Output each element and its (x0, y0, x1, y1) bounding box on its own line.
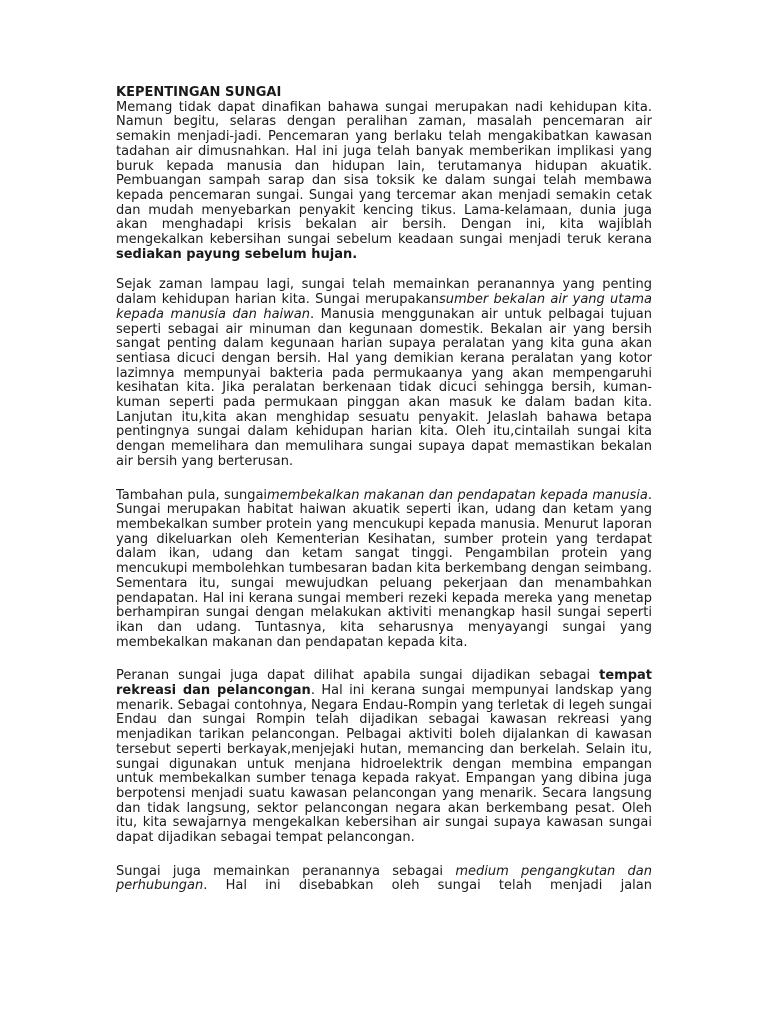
paragraph-text: . Hal ini kerana sungai mempunyai landskap yang menarik. Sebagai contohnya, Negara Endau-Rompin yang terletak di legeh sungai Endau dan sungai Rompin telah dijadikan sebagai kawasan rekreasi yang menjadikan tarikan pelancongan. Pelbagai aktiviti boleh dijalankan di kawasan tersebut seperti berkayak,menjejaki hutan, memancing dan berkelah. Selain itu, sungai digunakan untuk menjana hidroelektrik dengan membina empangan untuk membekalkan sumber tenaga kepada rakyat. Empangan yang dibina juga berpotensi menjadi suatu kawasan pelancongan yang menarik. Secara langsung dan tidak langsung, sektor pelancongan negara akan berkembang pesat. Oleh itu, kita sewajarnya mengekalkan kebersihan air sungai supaya kawasan sungai dapat dijadikan sebagai tempat pelancongan. (116, 683, 652, 846)
paragraph-text: . Manusia menggunakan air untuk pelbagai tujuan seperti sebagai air minuman dan kegunaan domestik. Bekalan air yang bersih sangat penting dalam kegunaan harian supaya peralatan yang kita guna akan sentiasa dicuci dengan bersih. Hal yang demikian kerana peralatan yang kotor lazimnya mempunyai bakteria pada permukaanya yang akan mempengaruhi kesihatan kita. Jika peralatan berkenaan tidak dicuci sehingga bersih, kuman-kuman seperti pada permukaan pinggan akan masuk ke dalam badan kita. Lanjutan itu,kita akan menghidap sesuatu penyakit. Jelaslah bahawa betapa pentingnya sungai dalam kehidupan harian kita. Oleh itu,cintailah sungai kita dengan memelihara dan memulihara sungai supaya dapat memastikan bekalan air bersih yang berterusan. (116, 306, 652, 469)
document-title: KEPENTINGAN SUNGAI (116, 85, 282, 100)
paragraph-text: . Sungai merupakan habitat haiwan akuatik seperti ikan, udang dan ketam yang membekalkan sumber protein yang mencukupi kepada manusia. Menurut laporan yang dikeluarkan oleh Kementerian Kesihatan, sumber protein yang terdapat dalam ikan, udang dan ketam sangat tinggi. Pengambilan protein yang mencukupi membolehkan tumbesaran badan kita berkembang dengan seimbang. Sementara itu, sungai mewujudkan peluang pekerjaan dan menambahkan pendapatan. Hal ini kerana sungai memberi rezeki kepada mereka yang menetap berhampiran sungai dengan melakukan aktiviti menangkap hasil sungai seperti ikan dan udang. Tuntasnya, kita seharusnya menyayangi sungai yang membekalkan makanan dan pendapatan kepada kita. (116, 487, 652, 650)
paragraph-text: Sejak zaman lampau lagi, sungai telah memainkan peranannya yang penting dalam kehidupan harian kita. Sungai merupakan (116, 277, 652, 308)
emphasis-bold: sediakan payung sebelum hujan. (116, 246, 358, 262)
paragraph-intro (116, 101, 652, 263)
paragraph-recreation (116, 669, 652, 845)
paragraph-water-supply (116, 278, 652, 469)
emphasis-bold: tempat rekreasi dan pelancongan (116, 668, 652, 699)
emphasis-italic: medium pengangkutan dan perhubungan (116, 863, 652, 894)
paragraph-text: Tambahan pula, sungai (116, 487, 268, 503)
paragraph-text: Peranan sungai juga dapat dilihat apabila sungai dijadikan sebagai (116, 668, 600, 684)
paragraph-text: . Hal ini disebabkan oleh sungai telah menjadi jalan (203, 878, 652, 894)
emphasis-italic: sumber bekalan air yang utama kepada manusia dan haiwan (116, 292, 652, 322)
paragraph-food-income (116, 489, 652, 651)
paragraph-text: Sungai juga memainkan peranannya sebagai (116, 863, 456, 879)
paragraph-transport (116, 865, 652, 894)
document-page (116, 86, 652, 894)
emphasis-italic: membekalkan makanan dan pendapatan kepada manusia (267, 487, 648, 503)
paragraph-text: Memang tidak dapat dinafikan bahawa sungai merupakan nadi kehidupan kita. Namun begitu, selaras dengan peralihan zaman, masalah pencemaran air semakin menjadi-jadi. Pencemaran yang berlaku telah mengakibatkan kawasan tadahan air dimusnahkan. Hal ini juga telah banyak memberikan implikasi yang buruk kepada manusia dan hidupan lain, terutamanya hidupan akuatik. Pembuangan sampah sarap dan sisa toksik ke dalam sungai telah membawa kepada pencemaran sungai. Sungai yang tercemar akan menjadi semakin cetak dan mudah menyebarkan penyakit kencing tikus. Lama-kelamaan, dunia juga akan menghadapi krisis bekalan air bersih. Dengan ini, kita wajiblah mengekalkan kebersihan sungai sebelum keadaan sungai menjadi teruk kerana (116, 99, 652, 248)
